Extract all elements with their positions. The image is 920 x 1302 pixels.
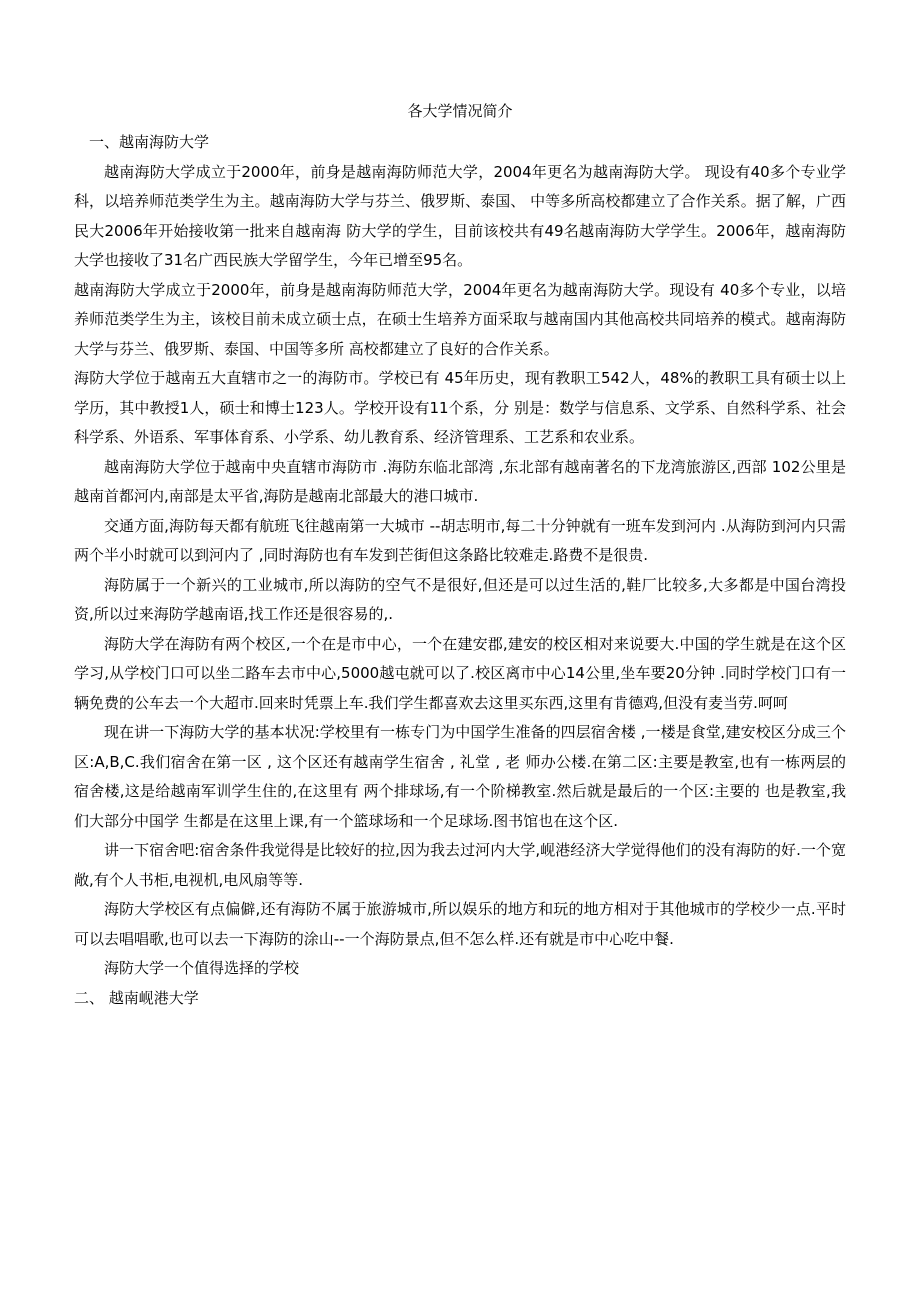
- paragraph-11: 海防大学一个值得选择的学校: [104, 959, 300, 977]
- paragraph-3: 海防大学位于越南五大直辖市之一的海防市。学校已有 45年历史，现有教职工542人，48%的教职工具有硕士以上学历，其中教授1人，硕士和博士123人。学校开设有11个系，分 别是：数学与信息系、文学系、自然科学系、社会科学系、外语系、军事体育系、小学系、幼儿教育系、经济管理系、工艺系和农业系。: [74, 369, 846, 446]
- paragraph-8: 现在讲一下海防大学的基本状况:学校里有一栋专门为中国学生准备的四层宿舍楼 ,一楼是食堂,建安校区分成三个区:A,B,C.我们宿舍在第一区 , 这个区还有越南学生宿舍 , 礼堂 , 老 师办公楼.在第二区:主要是教室,也有一栋两层的宿舍楼,这是给越南军训学生住的,在这里有 两个排球场,有一个阶梯教室.然后就是最后的一个区:主要的 也是教室,我们大部分中国学 生都是在这里上课,有一个篮球场和一个足球场.图书馆也在这个区.: [74, 723, 846, 830]
- section-heading-2: 二、 越南岘港大学: [74, 988, 199, 1007]
- paragraph-7: 海防大学在海防有两个校区,一个在是市中心，一个在建安郡,建安的校区相对来说要大.中国的学生就是在这个区学习,从学校门口可以坐二路车去市中心,5000越屯就可以了.校区离市中心14公里,坐车要20分钟 .同时学校门口有一辆免费的公车去一个大超市.回来时凭票上车.我们学生都喜欢去这里买东西,这里有肯德鸡,但没有麦当劳.呵呵: [74, 634, 846, 712]
- paragraph-10: 海防大学校区有点偏僻,还有海防不属于旅游城市,所以娱乐的地方和玩的地方相对于其他城市的学校少一点.平时可以去唱唱歌,也可以去一下海防的涂山--一个海防景点,但不怎么样.还有就是市中心吃中餐.: [74, 900, 846, 948]
- paragraph-4: 越南海防大学位于越南中央直辖市海防市 .海防东临北部湾 ,东北部有越南著名的下龙湾旅游区,西部 102公里是越南首都河内,南部是太平省,海防是越南北部最大的港口城市.: [74, 457, 846, 505]
- paragraph-1: 越南海防大学成立于2000年，前身是越南海防师范大学，2004年更名为越南海防大学。 现设有40多个专业学科，以培养师范类学生为主。越南海防大学与芬兰、俄罗斯、泰国、 中等多所高校都建立了合作关系。据了解，广西民大2006年开始接收第一批来自越南海 防大学的学生，目前该校共有49名越南海防大学学生。2006年，越南海防大学也接收了31名广西民族大学留学生，今年已增至95名。: [74, 162, 846, 269]
- paragraph-6: 海防属于一个新兴的工业城市,所以海防的空气不是很好,但还是可以过生活的,鞋厂比较多,大多都是中国台湾投资,所以过来海防学越南语,找工作还是很容易的,.: [74, 575, 846, 623]
- page-title: 各大学情况简介: [407, 102, 513, 120]
- section-heading-1: 一、越南海防大学: [89, 133, 210, 151]
- paragraph-5: 交通方面,海防每天都有航班飞往越南第一大城市 --胡志明市,每二十分钟就有一班车发到河内 .从海防到河内只需两个半小时就可以到河内了 ,同时海防也有车发到芒街但这条路比较难走.路费不是很贵.: [74, 516, 846, 564]
- paragraph-9: 讲一下宿舍吧:宿舍条件我觉得是比较好的拉,因为我去过河内大学,岘港经济大学觉得他们的没有海防的好.一个宽敞,有个人书柜,电视机,电风扇等等.: [74, 841, 846, 889]
- paragraph-2: 越南海防大学成立于2000年，前身是越南海防师范大学，2004年更名为越南海防大学。现设有 40多个专业，以培养师范类学生为主，该校目前未成立硕士点，在硕士生培养方面采取与越南国内其他高校共同培养的模式。越南海防大学与芬兰、俄罗斯、泰国、中国等多所 高校都建立了良好的合作关系。: [74, 280, 846, 358]
